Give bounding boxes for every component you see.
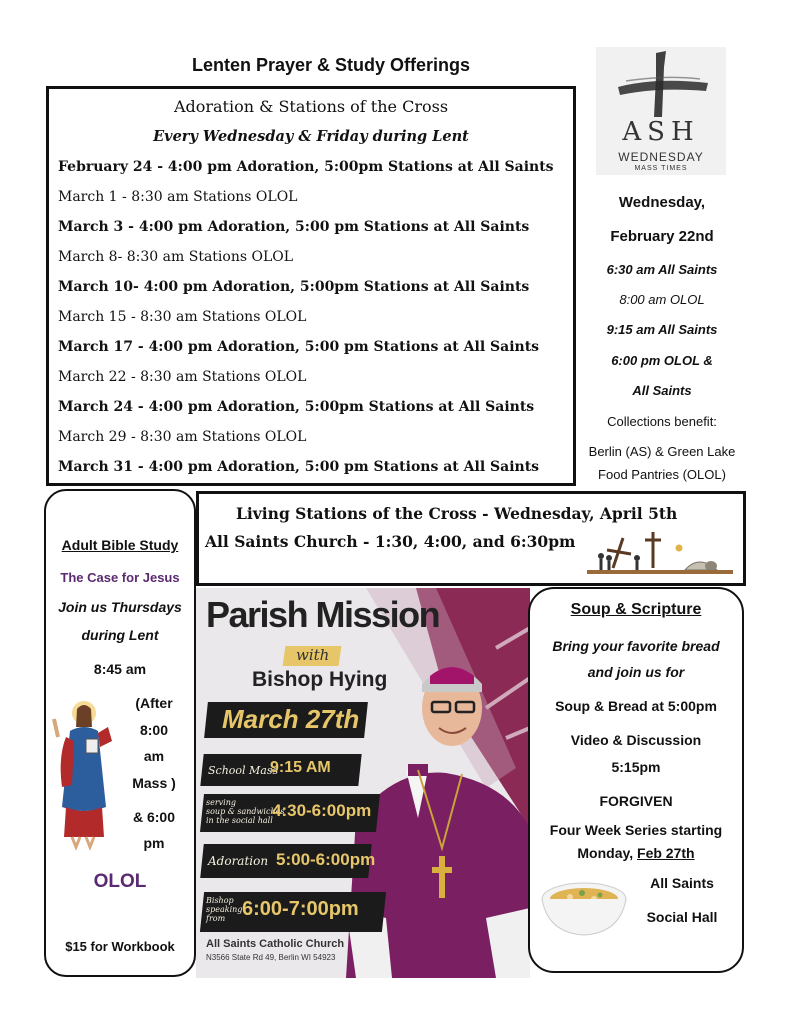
bible-study-cost: $15 for Workbook [65,939,175,954]
school-mass-time: 9:15 AM [270,759,331,776]
series-start-date [530,845,742,861]
mission-church: All Saints Catholic Church [206,938,345,950]
bible-study-after: (After [135,695,173,711]
schedule-line: March 31 - 4:00 pm Adoration, 5:00 pm Stations at All Saints [58,459,540,475]
schedule-line: March 15 - 8:30 am Stations OLOL [58,309,307,325]
soup-label: in the social hall [206,816,273,825]
bible-study-box [44,489,196,977]
adoration-label: Adoration [208,854,269,868]
mass-times-logo-word: MASS TIMES [634,165,688,172]
parish-mission-poster [196,588,530,978]
ash-logo-word: ASH [622,117,700,147]
soup-bring: and join us for [587,664,685,680]
schedule-line: February 24 - 4:00 pm Adoration, 5:00pm Stations at All Saints [58,159,554,175]
bible-study-after: 8:00 [139,722,169,738]
adoration-title: Adoration & Stations of the Cross [173,97,449,116]
ash-wednesday-logo [596,47,726,175]
schedule-line: March 1 - 8:30 am Stations OLOL [58,189,298,205]
bible-study-after: am [143,748,165,764]
schedule-line: March 8- 8:30 am Stations OLOL [58,249,294,265]
wednesday-logo-word: WEDNESDAY [618,150,704,164]
soup-place: Social Hall [646,909,718,925]
adoration-time: 5:00-6:00pm [276,850,376,869]
living-stations-box [196,491,746,586]
bible-study-title: Adult Bible Study [61,537,179,553]
speaking-label: Bishop [206,896,234,905]
ash-time: 6:00 pm OLOL & [611,353,713,368]
ash-time: All Saints [632,383,692,398]
speaking-label: from [206,914,226,923]
living-stations-times: All Saints Church - 1:30, 4:00, and 6:30pm [205,532,576,551]
bible-study-after: & 6:00 [132,809,176,825]
collections-line: Berlin (AS) & Green Lake [588,444,736,459]
speaking-label: speaking [206,905,243,914]
jesus-image [50,697,116,853]
school-mass-label: School Mass [208,764,279,777]
soup-time: Soup & Bread at 5:00pm [555,698,717,714]
schedule-line: March 10- 4:00 pm Adoration, 5:00pm Stations at All Saints [58,279,530,295]
series-title: FORGIVEN [599,793,673,809]
collections-label: Collections benefit: [607,414,717,429]
living-stations-title: Living Stations of the Cross - Wednesday, April 5th [236,504,678,523]
mission-date: March 27th [222,704,360,734]
adoration-subtitle: Every Wednesday & Friday during Lent [153,128,469,145]
video-time: 5:15pm [611,759,661,775]
bible-study-after: pm [143,835,165,851]
schedule-line: March 22 - 8:30 am Stations OLOL [58,369,307,385]
bible-study-time: 8:45 am [93,661,147,677]
page-title: Lenten Prayer & Study Offerings [192,55,471,75]
ash-time: 8:00 am OLOL [619,292,705,307]
bible-study-location: OLOL [93,871,147,892]
stations-illustration [587,528,735,578]
mission-with: with [296,646,330,664]
bible-study-book: The Case for Jesus [60,570,180,585]
series-start-prefix: Monday, [577,845,638,861]
ash-time: 6:30 am All Saints [606,262,718,277]
schedule-line: March 17 - 4:00 pm Adoration, 5:00 pm Stations at All Saints [58,339,540,355]
schedule-line: March 24 - 4:00 pm Adoration, 5:00pm Stations at All Saints [58,399,535,415]
speaking-time: 6:00-7:00pm [242,898,359,920]
ash-date: February 22nd [610,228,714,245]
soup-title: Soup & Scripture [570,601,702,618]
schedule-line: March 29 - 8:30 am Stations OLOL [58,429,307,445]
series-start-day: Feb 27th [637,845,695,861]
mission-bishop: Bishop Hying [252,668,388,691]
soup-bring: Bring your favorite bread [552,638,720,654]
soup-time: 4:30-6:00pm [272,801,372,820]
bible-study-after: Mass ) [132,775,176,791]
collections-line: Food Pantries (OLOL) [598,467,726,482]
video-discussion: Video & Discussion [570,732,702,748]
soup-bowl-image [538,877,630,939]
ash-day: Wednesday, [618,194,706,211]
bible-study-join: Join us Thursdays [58,599,182,615]
schedule-line: March 3 - 4:00 pm Adoration, 5:00 pm Stations at All Saints [58,219,530,235]
bible-study-join: during Lent [81,627,159,643]
mission-title: Parish Mission [206,594,440,635]
ash-time: 9:15 am All Saints [606,322,718,337]
adoration-stations-box [46,86,576,486]
soup-label: soup & sandwiches [206,807,285,816]
soup-label: serving [206,798,237,807]
mission-address: N3566 State Rd 49, Berlin WI 54923 [206,953,336,962]
soup-place: All Saints [650,875,714,891]
soup-scripture-box [528,587,744,973]
series-start: Four Week Series starting [549,822,723,838]
